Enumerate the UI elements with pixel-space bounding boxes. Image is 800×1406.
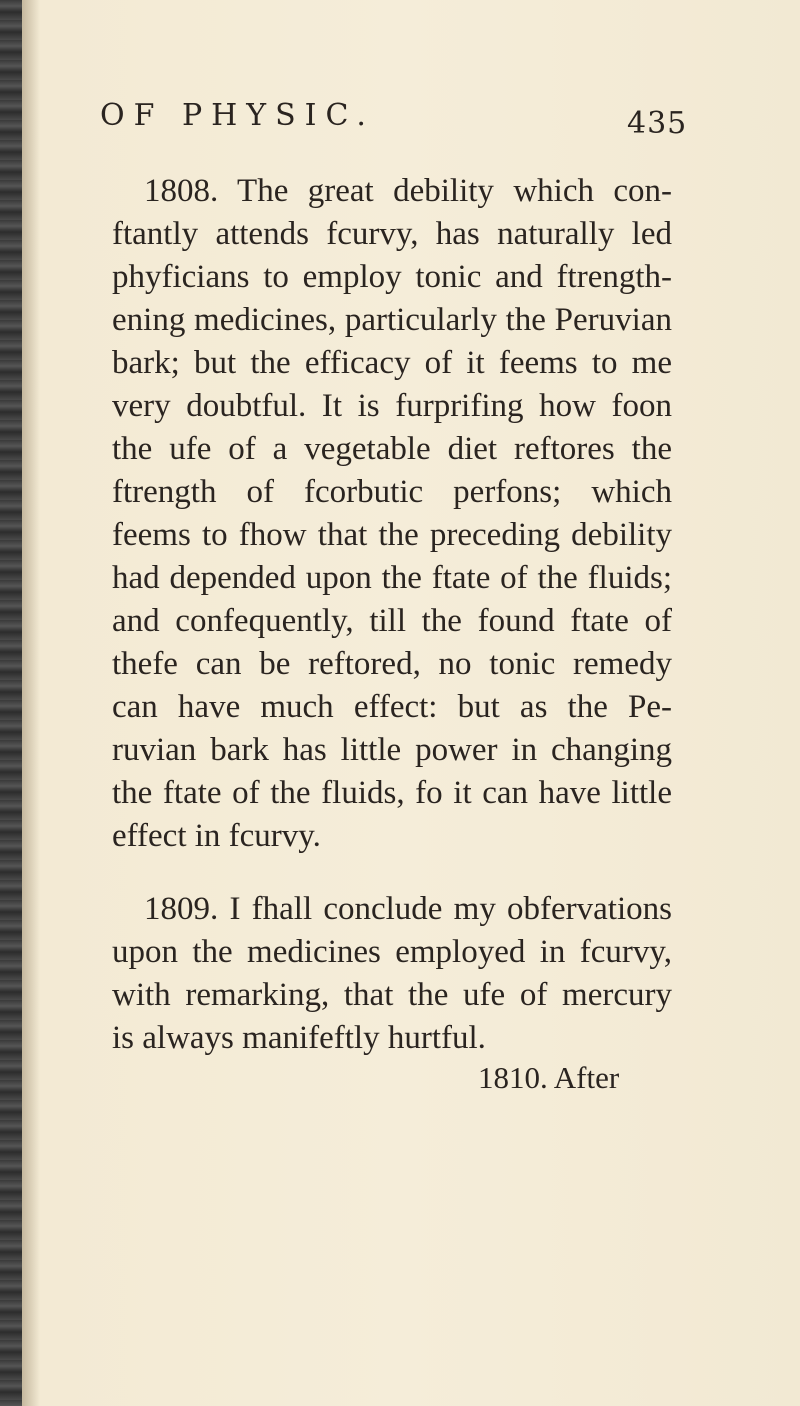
text-line: effect in fcurvy. <box>112 818 321 854</box>
gutter-shadow <box>22 0 40 1406</box>
paragraph-gap <box>112 858 672 888</box>
book-binding-edge <box>0 0 22 1406</box>
text-line: ruvian bark has little power in changing <box>112 732 672 768</box>
paragraph-1808 <box>112 170 672 858</box>
running-head: OF PHYSIC. <box>100 98 375 133</box>
text-line: the ufe of a vegetable diet reftores the <box>112 431 672 467</box>
text-line: bark; but the efficacy of it feems to me <box>112 345 672 381</box>
text-line: with remarking, that the ufe of mercury <box>112 977 672 1013</box>
text-line: is always manifeftly hurtful. <box>112 1020 486 1056</box>
text-line: ftantly attends fcurvy, has naturally led <box>112 216 672 252</box>
text-line: can have much effect: but as the Pe- <box>112 689 672 725</box>
text-line: and confequently, till the found ftate of <box>112 603 672 639</box>
text-line: 1809. I fhall conclude my obfervations <box>144 891 672 927</box>
text-line: feems to fhow that the preceding debility <box>112 517 672 553</box>
text-line: upon the medicines employed in fcurvy, <box>112 934 672 970</box>
page-number: 435 <box>627 106 688 141</box>
text-line: had depended upon the ftate of the fluids; <box>112 560 672 596</box>
text-line: thefe can be reftored, no tonic remedy <box>112 646 672 682</box>
text-line: ftrength of fcorbutic perfons; which <box>112 474 672 510</box>
paragraph-1809 <box>112 888 672 1060</box>
catchword: 1810. After <box>478 1060 620 1095</box>
text-line: phyficians to employ tonic and ftrength- <box>112 259 672 295</box>
text-line: ening medicines, particularly the Peruvian <box>112 302 672 338</box>
text-line: 1808. The great debility which con- <box>144 173 672 209</box>
body-text <box>112 170 672 1060</box>
text-line: very doubtful. It is furprifing how foon <box>112 388 672 424</box>
text-line: the ftate of the fluids, fo it can have little <box>112 775 672 811</box>
